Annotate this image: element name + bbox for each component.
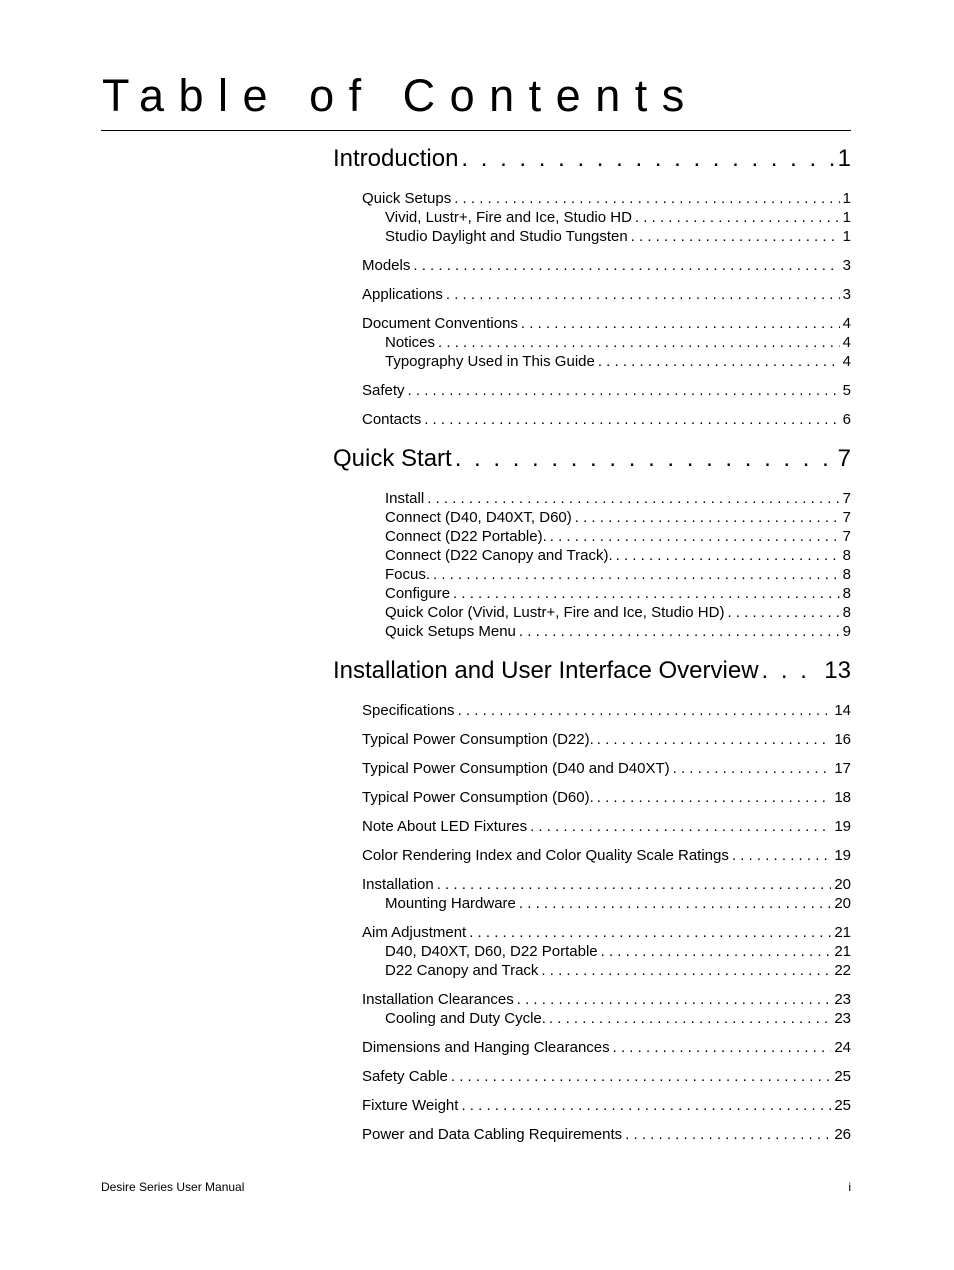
toc-entry-installation-clearances[interactable] xyxy=(333,990,851,1009)
dot-leader xyxy=(446,285,840,304)
toc-entry-title: Fixture Weight xyxy=(362,1097,459,1114)
toc-entry-page: 20 xyxy=(834,876,851,893)
dot-leader xyxy=(530,817,831,836)
toc-entry-page: 9 xyxy=(842,623,851,640)
toc-entry-power-d60[interactable] xyxy=(333,788,851,807)
dot-leader xyxy=(550,527,840,546)
toc-chapter-introduction[interactable] xyxy=(333,139,851,179)
toc-entry-page: 23 xyxy=(834,991,851,1008)
toc-entry-d22-canopy-track[interactable] xyxy=(333,961,851,980)
toc-entry-notices[interactable] xyxy=(333,333,851,352)
toc-chapter-page: 1 xyxy=(837,145,851,172)
toc-entry-page: 1 xyxy=(842,209,851,226)
toc-entry-install[interactable] xyxy=(333,489,851,508)
toc-entry-quick-setups[interactable] xyxy=(333,189,851,208)
toc-entry-page: 17 xyxy=(834,760,851,777)
toc-entry-title: Applications xyxy=(362,286,443,303)
toc-entry-page: 7 xyxy=(842,490,851,507)
toc-entry-title: Note About LED Fixtures xyxy=(362,818,528,835)
toc-chapter-title: Quick Start xyxy=(333,445,452,472)
dot-leader xyxy=(519,894,831,913)
toc-entry-title: Connect (D22 Canopy and Track). xyxy=(385,547,613,564)
toc-entry-page: 26 xyxy=(834,1126,851,1143)
toc-entry-page: 14 xyxy=(834,702,851,719)
toc-entry-connect-d40[interactable] xyxy=(333,508,851,527)
toc-chapter-installation[interactable] xyxy=(333,651,851,691)
toc-spacer xyxy=(333,1086,851,1096)
dot-leader xyxy=(613,1038,832,1057)
page-footer xyxy=(101,1179,851,1195)
toc-entry-models[interactable] xyxy=(333,256,851,275)
dot-leader xyxy=(424,410,839,429)
toc-spacer xyxy=(333,749,851,759)
dot-leader xyxy=(458,701,832,720)
toc-entry-title: Focus. xyxy=(385,566,431,583)
toc-entry-page: 4 xyxy=(842,315,851,332)
footer-page-number: i xyxy=(848,1180,851,1194)
toc-entry-title: Typical Power Consumption (D22). xyxy=(362,731,594,748)
toc-entry-quick-color[interactable] xyxy=(333,603,851,622)
toc-spacer xyxy=(333,720,851,730)
toc-entry-specifications[interactable] xyxy=(333,701,851,720)
dot-leader xyxy=(469,923,831,942)
dot-leader xyxy=(433,565,840,584)
toc-entry-applications[interactable] xyxy=(333,285,851,304)
toc-spacer xyxy=(333,641,851,651)
dot-leader xyxy=(601,942,832,961)
toc-entry-title: Configure xyxy=(385,585,451,602)
toc-entry-page: 16 xyxy=(834,731,851,748)
toc-entry-power-d22[interactable] xyxy=(333,730,851,749)
dot-leader xyxy=(437,875,832,894)
dot-leader xyxy=(727,603,839,622)
toc-entry-page: 8 xyxy=(842,604,851,621)
toc-entry-cooling-duty-cycle[interactable] xyxy=(333,1009,851,1028)
dot-leader xyxy=(616,546,840,565)
toc-entry-page: 23 xyxy=(834,1010,851,1027)
toc-entry-title: Notices xyxy=(385,334,436,351)
dot-leader xyxy=(598,352,840,371)
toc-spacer xyxy=(333,865,851,875)
toc-entry-page: 25 xyxy=(834,1097,851,1114)
toc-spacer xyxy=(333,429,851,439)
toc-entry-page: 4 xyxy=(842,353,851,370)
dot-leader xyxy=(438,333,840,352)
toc-spacer xyxy=(333,1028,851,1038)
dot-leader xyxy=(454,189,839,208)
dot-leader xyxy=(413,256,839,275)
dot-leader xyxy=(451,1067,831,1086)
toc-entry-page: 7 xyxy=(842,528,851,545)
toc-entry-color-rendering[interactable] xyxy=(333,846,851,865)
toc-entry-title: Quick Setups xyxy=(362,190,452,207)
dot-leader xyxy=(631,227,840,246)
dot-leader xyxy=(597,730,832,749)
toc-entry-connect-d22-canopy[interactable] xyxy=(333,546,851,565)
toc-entry-page: 1 xyxy=(842,228,851,245)
toc-entry-title: Models xyxy=(362,257,411,274)
toc-entry-page: 4 xyxy=(842,334,851,351)
toc-chapter-title: Installation and User Interface Overview xyxy=(333,657,759,684)
dot-leader xyxy=(625,1125,831,1144)
footer-manual-title: Desire Series User Manual xyxy=(101,1180,245,1194)
toc-entry-led-fixtures[interactable] xyxy=(333,817,851,836)
toc-entry-fixture-weight[interactable] xyxy=(333,1096,851,1115)
toc-entry-safety-cable[interactable] xyxy=(333,1067,851,1086)
toc-entry-page: 19 xyxy=(834,818,851,835)
toc-entry-title: Typical Power Consumption (D40 and D40XT) xyxy=(362,760,670,777)
toc-entry-page: 21 xyxy=(834,924,851,941)
dot-leader xyxy=(408,381,840,400)
dot-leader xyxy=(597,788,832,807)
dot-leader xyxy=(461,139,834,179)
toc-entry-page: 24 xyxy=(834,1039,851,1056)
toc-entry-page: 19 xyxy=(834,847,851,864)
toc-spacer xyxy=(333,400,851,410)
toc-entry-title: Installation Clearances xyxy=(362,991,514,1008)
toc-entry-title: Connect (D40, D40XT, D60) xyxy=(385,509,572,526)
toc-entry-title: D40, D40XT, D60, D22 Portable xyxy=(385,943,598,960)
dot-leader xyxy=(541,961,831,980)
toc-entry-title: Typical Power Consumption (D60). xyxy=(362,789,594,806)
toc-entry-page: 18 xyxy=(834,789,851,806)
dot-leader xyxy=(521,314,840,333)
toc-entry-page: 8 xyxy=(842,566,851,583)
toc-entry-power-d40[interactable] xyxy=(333,759,851,778)
toc-entry-mounting-hardware[interactable] xyxy=(333,894,851,913)
toc-entry-title: Install xyxy=(385,490,425,507)
toc-entry-title: Mounting Hardware xyxy=(385,895,516,912)
toc-entry-title: Document Conventions xyxy=(362,315,518,332)
toc-entry-title: Safety Cable xyxy=(362,1068,448,1085)
toc-entry-configure[interactable] xyxy=(333,584,851,603)
toc-entry-d40-d22-portable[interactable] xyxy=(333,942,851,961)
dot-leader xyxy=(673,759,832,778)
toc-entry-connect-d22-portable[interactable] xyxy=(333,527,851,546)
toc-chapter-title: Introduction xyxy=(333,145,459,172)
dot-leader xyxy=(635,208,840,227)
toc-entry-page: 25 xyxy=(834,1068,851,1085)
title-divider xyxy=(101,130,851,131)
toc-entry-page: 5 xyxy=(842,382,851,399)
toc-spacer xyxy=(333,371,851,381)
toc-entry-title: Color Rendering Index and Color Quality Scale Ratings xyxy=(362,847,729,864)
dot-leader xyxy=(453,584,840,603)
toc-entry-title: Quick Color (Vivid, Lustr+, Fire and Ice, Studio HD) xyxy=(385,604,725,621)
toc-entry-title: Typography Used in This Guide xyxy=(385,353,595,370)
toc-entry-page: 1 xyxy=(842,190,851,207)
dot-leader xyxy=(549,1009,831,1028)
toc-entry-vivid-lustr[interactable] xyxy=(333,208,851,227)
toc-entry-title: Contacts xyxy=(362,411,422,428)
toc-spacer xyxy=(333,304,851,314)
toc-spacer xyxy=(333,913,851,923)
toc-spacer xyxy=(333,1057,851,1067)
toc-spacer xyxy=(333,246,851,256)
toc-entry-title: Studio Daylight and Studio Tungsten xyxy=(385,228,628,245)
dot-leader xyxy=(762,651,822,691)
toc-entry-power-data-cabling[interactable] xyxy=(333,1125,851,1144)
toc-entry-title: Specifications xyxy=(362,702,455,719)
page-title: Table of Contents xyxy=(102,70,699,121)
toc-entry-title: Dimensions and Hanging Clearances xyxy=(362,1039,610,1056)
toc-entry-title: Power and Data Cabling Requirements xyxy=(362,1126,623,1143)
toc-spacer xyxy=(333,980,851,990)
toc-entry-installation[interactable] xyxy=(333,875,851,894)
dot-leader xyxy=(461,1096,831,1115)
toc-entry-document-conventions[interactable] xyxy=(333,314,851,333)
toc-entry-page: 3 xyxy=(842,257,851,274)
toc-entry-page: 8 xyxy=(842,585,851,602)
toc-entry-title: Cooling and Duty Cycle. xyxy=(385,1010,546,1027)
toc-entry-page: 22 xyxy=(834,962,851,979)
table-of-contents xyxy=(333,139,851,1144)
toc-entry-title: Quick Setups Menu xyxy=(385,623,516,640)
dot-leader xyxy=(517,990,832,1009)
dot-leader xyxy=(732,846,831,865)
toc-entry-studio-daylight[interactable] xyxy=(333,227,851,246)
toc-entry-page: 6 xyxy=(842,411,851,428)
toc-entry-title: Installation xyxy=(362,876,434,893)
toc-spacer xyxy=(333,275,851,285)
dot-leader xyxy=(575,508,840,527)
toc-entry-page: 3 xyxy=(842,286,851,303)
toc-entry-title: Safety xyxy=(362,382,405,399)
toc-entry-quick-setups-menu[interactable] xyxy=(333,622,851,641)
toc-entry-title: Connect (D22 Portable). xyxy=(385,528,547,545)
toc-chapter-page: 7 xyxy=(837,445,851,472)
toc-entry-focus[interactable] xyxy=(333,565,851,584)
dot-leader xyxy=(519,622,840,641)
toc-chapter-quick-start[interactable] xyxy=(333,439,851,479)
toc-entry-typography[interactable] xyxy=(333,352,851,371)
toc-spacer xyxy=(333,778,851,788)
dot-leader xyxy=(455,439,835,479)
toc-entry-page: 7 xyxy=(842,509,851,526)
toc-chapter-page: 13 xyxy=(824,657,851,684)
toc-entry-page: 8 xyxy=(842,547,851,564)
toc-entry-contacts[interactable] xyxy=(333,410,851,429)
toc-entry-page: 20 xyxy=(834,895,851,912)
toc-entry-page: 21 xyxy=(834,943,851,960)
toc-spacer xyxy=(333,836,851,846)
toc-entry-title: Vivid, Lustr+, Fire and Ice, Studio HD xyxy=(385,209,632,226)
toc-entry-title: D22 Canopy and Track xyxy=(385,962,539,979)
toc-spacer xyxy=(333,807,851,817)
toc-spacer xyxy=(333,1115,851,1125)
toc-entry-safety[interactable] xyxy=(333,381,851,400)
dot-leader xyxy=(427,489,839,508)
toc-entry-title: Aim Adjustment xyxy=(362,924,467,941)
toc-entry-dimensions[interactable] xyxy=(333,1038,851,1057)
toc-entry-aim-adjustment[interactable] xyxy=(333,923,851,942)
